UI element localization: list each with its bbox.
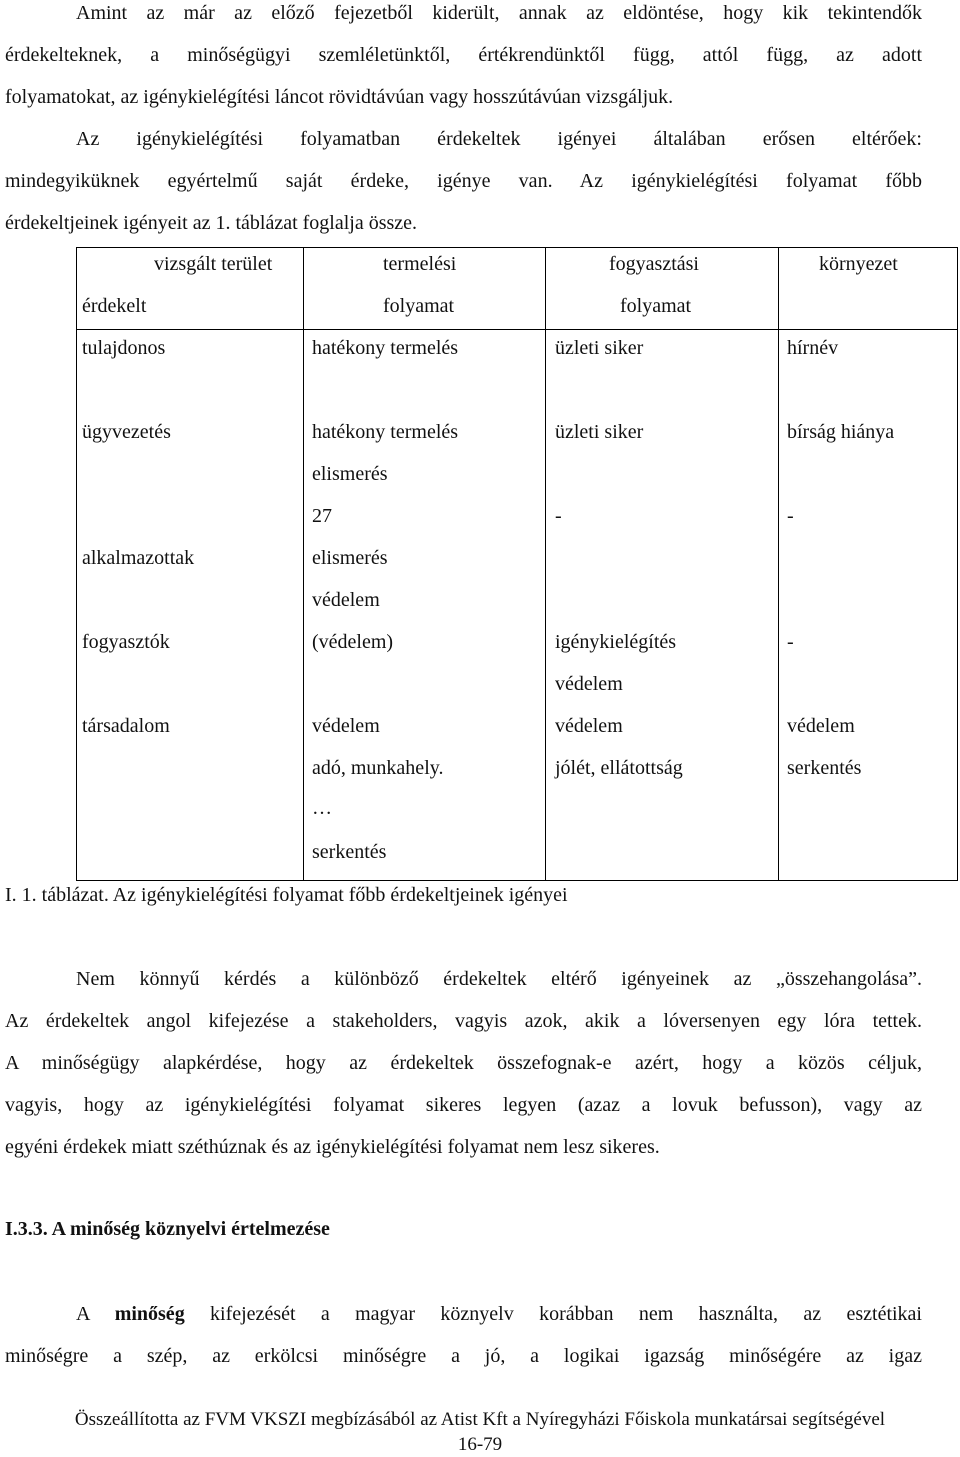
section-line-1 (76, 1303, 922, 1326)
row-consumers-col1: (védelem) (312, 631, 394, 653)
row-employees-col3: - (787, 505, 794, 527)
intro-line-1: Amint az már az előző fejezetből kiderült, annak az eldöntése, hogy kik tekintendők (76, 2, 922, 24)
table-divider-1 (303, 247, 304, 881)
row-society-col1-c: … (312, 797, 332, 819)
para2-line-1: Nem könnyű kérdés a különböző érdekeltek eltérő igényeinek az „összehangolása”. (76, 968, 922, 990)
row-owner-col2: üzleti siker (555, 337, 644, 359)
table-border-right (957, 247, 958, 881)
row-owner-name: tulajdonos (82, 337, 166, 359)
para2-line-5: egyéni érdekek miatt széthúznak és az igénykielégítési folyamat nem lesz sikeres. (5, 1136, 660, 1158)
table-border-bottom (76, 880, 958, 881)
para2-line-4: vagyis, hogy az igénykielégítési folyamat sikeres legyen (azaz a lovuk befusson), vagy az (5, 1094, 922, 1116)
intro-line-6: érdekeltjeinek igényeit az 1. táblázat foglalja össze. (5, 212, 418, 234)
header-environment: környezet (819, 253, 898, 275)
row-management-col1-a: hatékony termelés (312, 421, 459, 443)
row-consumers-col2-b: védelem (555, 673, 623, 695)
row-employees-col2: - (555, 505, 562, 527)
row-owner-col3: hírnév (787, 337, 839, 359)
table-border-left (76, 247, 77, 881)
table-caption: I. 1. táblázat. Az igénykielégítési folyamat főbb érdekeltjeinek igényei (5, 884, 568, 906)
header-consumption-2: folyamat (620, 295, 692, 317)
row-society-col2-b: jólét, ellátottság (555, 757, 683, 779)
row-society-col1-b: adó, munkahely. (312, 757, 444, 779)
row-society-col1-d: serkentés (312, 841, 387, 863)
header-consumption-1: fogyasztási (609, 253, 699, 275)
row-society-col1-a: védelem (312, 715, 380, 737)
table-divider-2 (545, 247, 546, 881)
table-header-rule (76, 329, 958, 330)
row-society-col3-b: serkentés (787, 757, 862, 779)
row-consumers-name: fogyasztók (82, 631, 170, 653)
row-employees-col1-b: elismerés (312, 547, 388, 569)
table-divider-3 (778, 247, 779, 881)
section-line-2: minőségre a szép, az erkölcsi minőségre a jó, a logikai igazság minőségére az igaz (5, 1345, 922, 1367)
header-production-2: folyamat (383, 295, 455, 317)
header-stakeholder-label: érdekelt (82, 295, 147, 317)
para2-line-3: A minőségügy alapkérdése, hogy az érdekeltek összefognak-e azért, hogy a közös céljuk, (5, 1052, 922, 1074)
row-employees-col1-c: védelem (312, 589, 380, 611)
stakeholder-needs-table (76, 247, 958, 881)
page-number: 16-79 (457, 1434, 503, 1455)
header-area-label: vizsgált terület (154, 253, 273, 275)
row-management-name: ügyvezetés (82, 421, 171, 443)
row-management-col3: bírság hiánya (787, 421, 895, 443)
footer-credit: Összeállította az FVM VKSZI megbízásából az Atist Kft a Nyíregyházi Főiskola munkatársai segítségével (74, 1409, 886, 1430)
intro-line-2: érdekelteknek, a minőségügyi szemléletünktől, értékrendünktől függ, attól függ, az adott (5, 44, 922, 66)
section-heading: I.3.3. A minőség köznyelvi értelmezése (5, 1218, 330, 1240)
row-management-col2: üzleti siker (555, 421, 644, 443)
para2-line-2: Az érdekeltek angol kifejezése a stakeholders, vagyis azok, akik a lóversenyen egy lóra tettek. (5, 1010, 922, 1032)
section-line-1-pre: A (76, 1303, 115, 1325)
row-employees-col1-a: 27 (312, 505, 332, 527)
intro-line-4: Az igénykielégítési folyamatban érdekeltek igényei általában erősen eltérőek: (76, 128, 922, 150)
intro-line-5: mindegyiküknek egyértelmű saját érdeke, igénye van. Az igénykielégítési folyamat főbb (5, 170, 922, 192)
row-society-col3-a: védelem (787, 715, 855, 737)
row-society-name: társadalom (82, 715, 170, 737)
row-society-col2-a: védelem (555, 715, 623, 737)
header-production-1: termelési (383, 253, 457, 275)
row-consumers-col3: - (787, 631, 794, 653)
table-border-top (76, 247, 958, 248)
intro-line-3: folyamatokat, az igénykielégítési láncot rövidtávúan vagy hosszútávúan vizsgáljuk. (5, 86, 674, 108)
row-owner-col1: hatékony termelés (312, 337, 459, 359)
section-line-1-post: kifejezését a magyar köznyelv korábban nem használta, az esztétikai (184, 1303, 922, 1325)
row-employees-name: alkalmazottak (82, 547, 195, 569)
quality-term: minőség (114, 1303, 185, 1325)
row-consumers-col2-a: igénykielégítés (555, 631, 677, 653)
row-management-col1-b: elismerés (312, 463, 388, 485)
